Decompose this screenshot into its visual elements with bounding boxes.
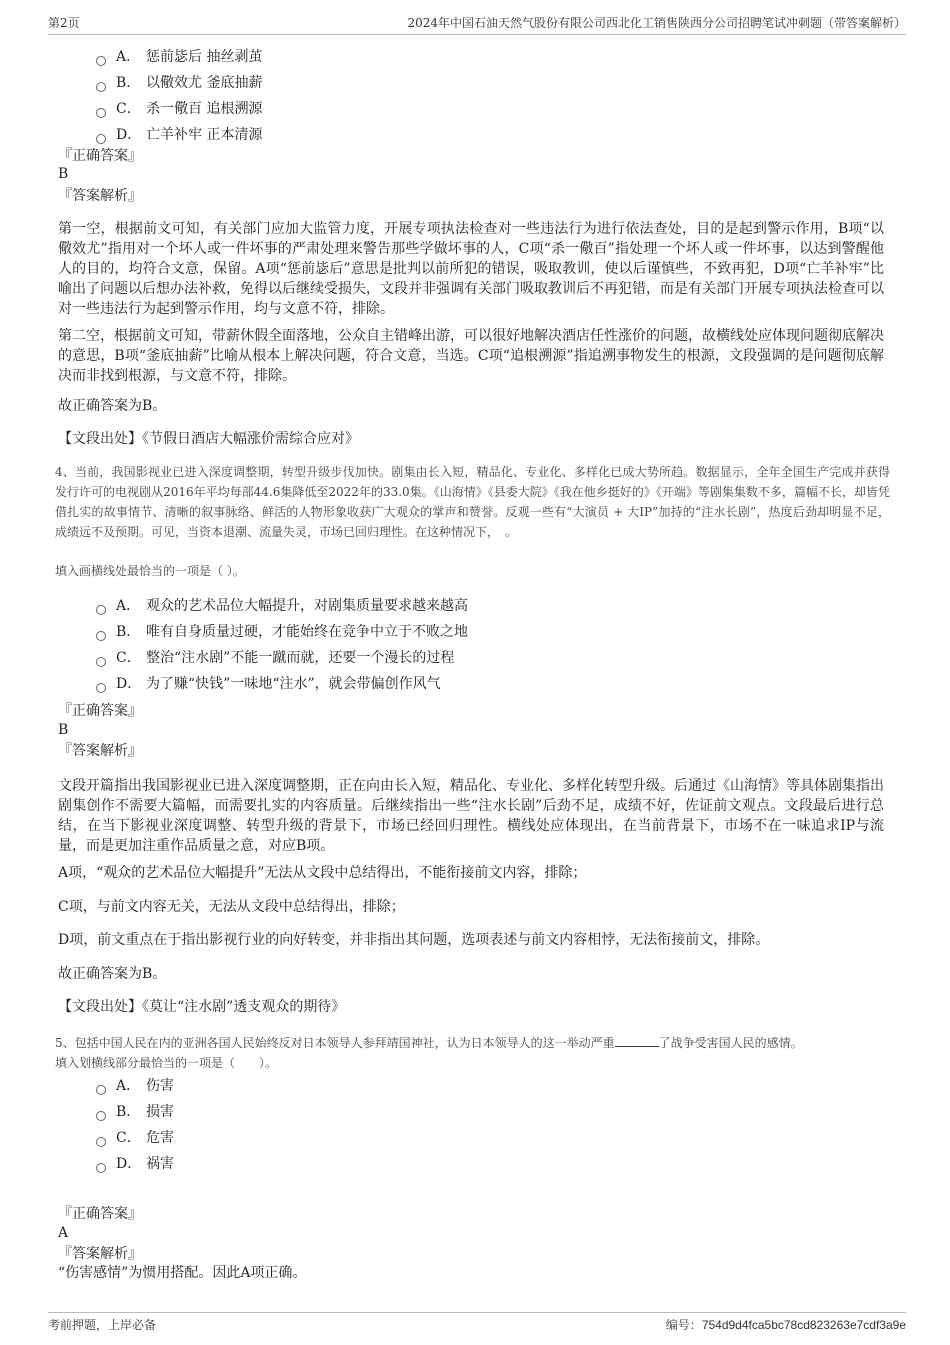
page-header (48, 14, 906, 35)
page-number: 第2页 (48, 16, 80, 30)
q4-analysis-label: 『答案解析』 (58, 743, 142, 759)
radio-icon[interactable] (96, 56, 106, 66)
q3-answer-label: 『正确答案』 (58, 148, 142, 164)
q5-prompt: 填入划横线部分最恰当的一项是（ ）。 (55, 1056, 278, 1070)
q3-analysis-p3: 故正确答案为B。 (58, 398, 167, 414)
footer-slogan: 考前押题，上岸必备 (48, 1318, 157, 1332)
q3-source: 【文段出处】《节假日酒店大幅涨价需综合应对》 (58, 431, 359, 447)
q5-analysis-label: 『答案解析』 (58, 1246, 142, 1262)
q4-option-a[interactable]: A． 观众的艺术品位大幅提升，对剧集质量要求越来越高 (96, 596, 468, 616)
q4-analysis-p1: 文段开篇指出我国影视业已进入深度调整期，正在向由长入短，精品化、专业化、多样化转型升级。后通过《山海情》等具体剧集指出剧集创作不需要大篇幅，而需要扎实的内容质量。后继续指出一些“注水长剧”后劲不足，成绩不好，佐证前文观点。文段最后进行总结，在当下影视业深度调整、转型升级的背景下，市场已经回归理性。横线处应体现出，在当前背景下，市场不在一味追求IP与流量，而是更加注重作品质量之意，对应B项。 (58, 778, 884, 854)
q4-answer-label: 『正确答案』 (58, 703, 142, 719)
radio-icon[interactable] (96, 1163, 106, 1173)
radio-icon[interactable] (96, 1111, 106, 1121)
radio-icon[interactable] (96, 82, 106, 92)
document-title: 2024年中国石油天然气股份有限公司西北化工销售陕西分公司招聘笔试冲刺题（带答案解析） (407, 16, 906, 30)
radio-icon[interactable] (96, 1137, 106, 1147)
radio-icon[interactable] (96, 683, 106, 693)
radio-icon[interactable] (96, 605, 106, 615)
q4-option-c[interactable]: C． 整治“注水剧”不能一蹴而就，还要一个漫长的过程 (96, 648, 454, 668)
q5-answer: A (58, 1225, 69, 1241)
q3-option-b[interactable]: B． 以儆效尤 釜底抽薪 (96, 73, 262, 93)
radio-icon[interactable] (96, 108, 106, 118)
q4-analysis-p4: D项，前文重点在于指出影视行业的向好转变，并非指出其问题，选项表述与前文内容相悖，无法衔接前文，排除。 (58, 932, 770, 948)
q4-option-b[interactable]: B． 唯有自身质量过硬，才能始终在竞争中立于不败之地 (96, 622, 468, 642)
q4-source: 【文段出处】《莫让“注水剧”透支观众的期待》 (58, 999, 346, 1015)
q5-option-d[interactable]: D． 祸害 (96, 1154, 174, 1174)
q4-analysis-p3: C项，与前文内容无关，无法从文段中总结得出，排除； (58, 899, 405, 915)
q5-option-b[interactable]: B． 损害 (96, 1102, 174, 1122)
q5-option-a[interactable]: A． 伤害 (96, 1076, 174, 1096)
q3-analysis-p1: 第一空，根据前文可知，有关部门应加大监管力度，开展专项执法检查对一些违法行为进行依法查处，目的是起到警示作用，B项“以儆效尤”指用对一个坏人或一件坏事的严肃处理来警告那些学做坏事的人，C项“杀一儆百”指处理一个坏人或一件坏事，以达到警醒他人的目的，均符合文意，保留。A项“惩前毖后”意思是批判以前所犯的错误，吸取教训，使以后谨慎些，不致再犯，D项“亡羊补牢”比喻出了问题以后想办法补救，免得以后继续受损失，文段并非强调有关部门吸取教训后不再犯错，而是有关部门开展专项执法检查可以对一些违法行为起到警示作用，均与文意不符，排除。 (58, 221, 884, 317)
fill-blank[interactable] (615, 1034, 659, 1047)
q5-option-c[interactable]: C． 危害 (96, 1128, 174, 1148)
document-code: 编号：754d9d4fca5bc78cd823263e7cdf3a9e (665, 1318, 906, 1332)
radio-icon[interactable] (96, 631, 106, 641)
q3-answer: B (58, 166, 69, 182)
q3-option-d[interactable]: D． 亡羊补牢 正本清源 (96, 125, 262, 145)
q4-stem: 4、当前，我国影视业已进入深度调整期，转型升级步伐加快。剧集由长入短，精品化、专业化、多样化已成大势所趋。数据显示，全年全国生产完成并获得发行许可的电视剧从2016年平均每部44.6集降低至2022年的33.0集。《山海情》《县委大院》《我在他乡挺好的》《开端》等剧集集数不多，篇幅不长，却皆凭借扎实的故事情节、清晰的叙事脉络、鲜活的人物形象收获广大观众的掌声和赞誉。反观一些有“大演员 + 大IP”加持的“注水长剧”，热度后劲却明显不足，成绩远不及预期。可见，当资本退潮、流量失灵，市场已回归理性。在这种情况下， 。 (55, 465, 890, 539)
q3-analysis-label: 『答案解析』 (58, 188, 142, 204)
q5-answer-label: 『正确答案』 (58, 1206, 142, 1222)
q5-stem: 5、包括中国人民在内的亚洲各国人民始终反对日本领导人参拜靖国神社，认为日本领导人的这一举动严重 了战争受害国人民的感情。 (55, 1036, 803, 1050)
q3-option-a[interactable]: A． 惩前毖后 抽丝剥茧 (96, 47, 262, 67)
radio-icon[interactable] (96, 1085, 106, 1095)
q4-prompt: 填入画横线处最恰当的一项是（ ）。 (55, 564, 245, 578)
page-footer (48, 1312, 906, 1333)
q3-analysis-p2: 第二空，根据前文可知，带薪休假全面落地，公众自主错峰出游，可以很好地解决酒店任性涨价的问题，故横线处应体现问题彻底解决的意思，B项“釜底抽薪”比喻从根本上解决问题，符合文意，当选。C项“追根溯源”指追溯事物发生的根源，文段强调的是问题彻底解决而非找到根源，与文意不符，排除。 (58, 328, 884, 384)
q5-analysis: “伤害感情”为惯用搭配。因此A项正确。 (58, 1265, 307, 1281)
q4-option-d[interactable]: D． 为了赚“快钱”一味地“注水”，就会带偏创作风气 (96, 674, 441, 694)
q4-answer: B (58, 722, 69, 738)
q3-option-c[interactable]: C． 杀一儆百 追根溯源 (96, 99, 262, 119)
q4-analysis-p5: 故正确答案为B。 (58, 966, 167, 982)
q4-analysis-p2: A项，“观众的艺术品位大幅提升”无法从文段中总结得出，不能衔接前文内容，排除； (58, 865, 587, 881)
radio-icon[interactable] (96, 134, 106, 144)
radio-icon[interactable] (96, 657, 106, 667)
